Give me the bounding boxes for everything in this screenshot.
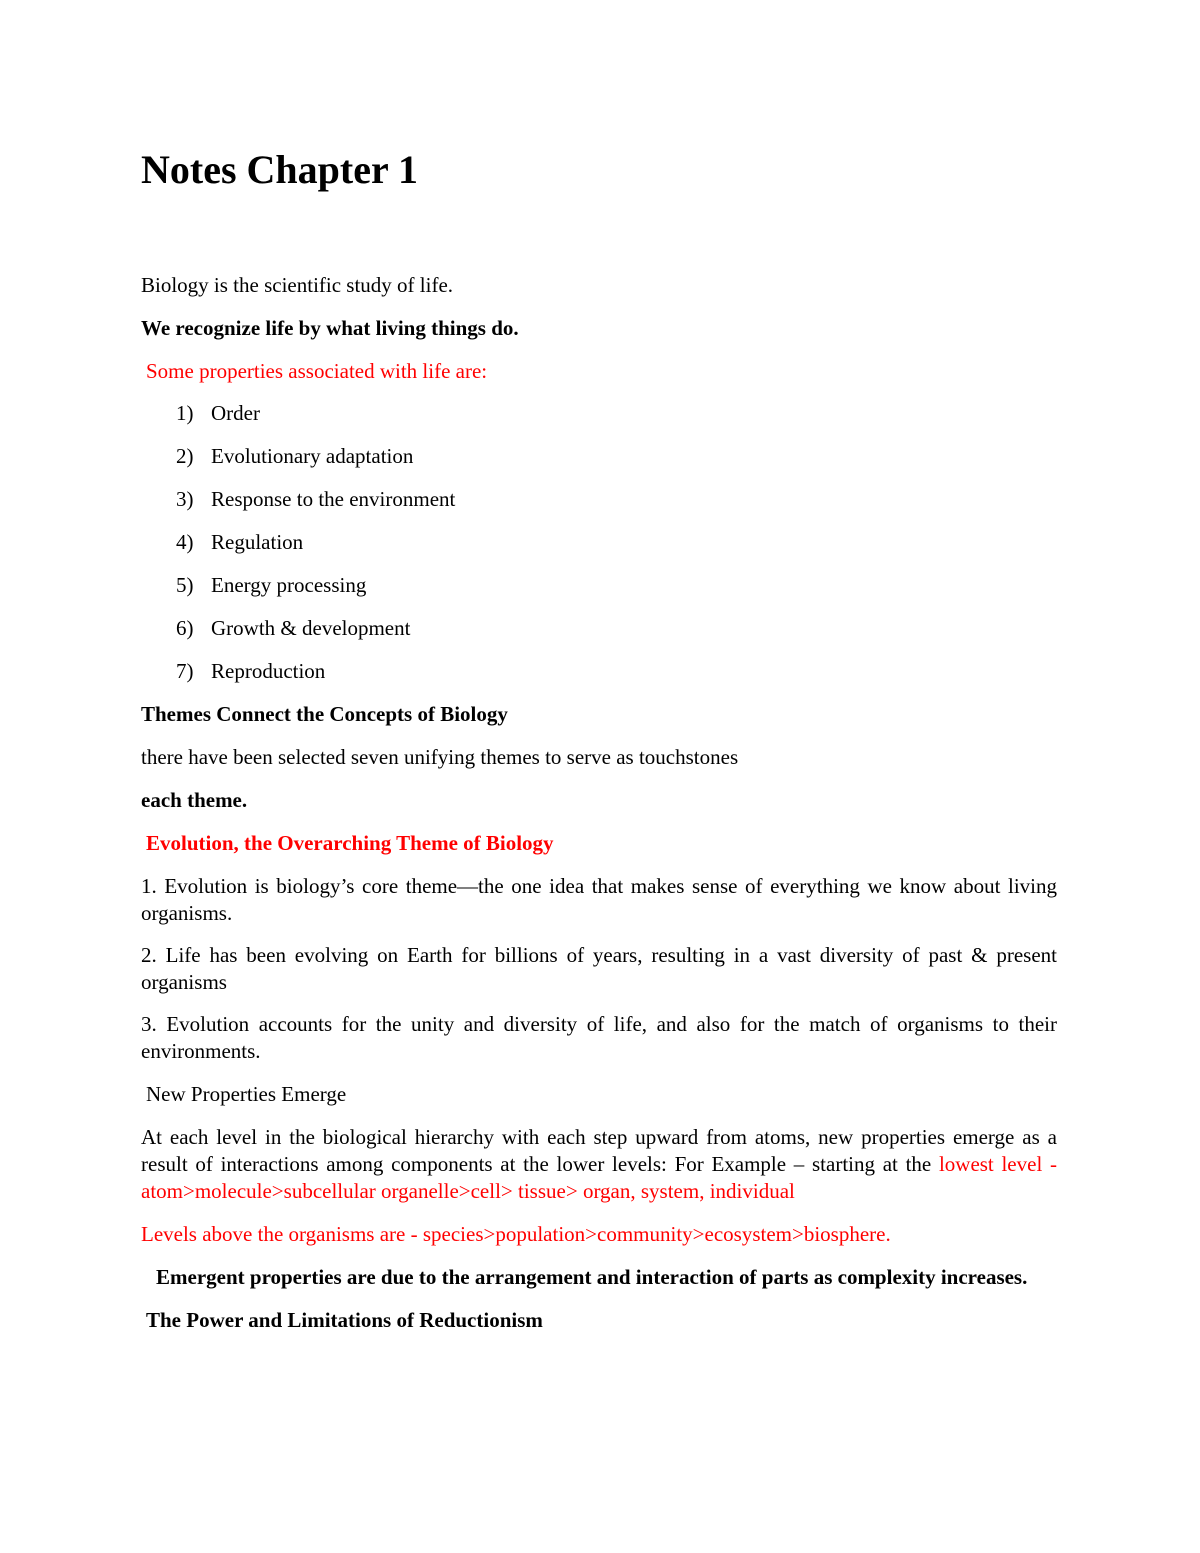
list-item <box>141 400 1057 427</box>
list-item-number: 4) <box>176 530 194 554</box>
properties-list <box>141 400 1057 685</box>
evolution-point-3: 3. Evolution accounts for the unity and diversity of life, and also for the match of organisms to their environments. <box>141 1012 1057 1063</box>
list-item <box>141 486 1057 513</box>
list-item-text: Energy processing <box>211 573 367 597</box>
intro-text: Biology is the scientific study of life. <box>141 273 454 297</box>
list-item-text: Reproduction <box>211 659 326 683</box>
evolution-point-1: 1. Evolution is biology’s core theme—the one idea that makes sense of everything we know about living organisms. <box>141 874 1057 925</box>
hierarchy-levels: lowest level - atom>molecule>subcellular organelle>cell> tissue> organ, system, individual <box>141 1152 1057 1203</box>
hierarchy-text: At each level in the biological hierarchy with each step upward from atoms, new properties emerge as a result of interactions among components at the lower levels: For Example – starting at the <box>141 1125 1057 1176</box>
reductionism-heading: The Power and Limitations of Reductionism <box>146 1308 543 1332</box>
page-title: Notes Chapter 1 <box>141 147 419 192</box>
evolution-point-2: 2. Life has been evolving on Earth for billions of years, resulting in a vast diversity of past & present organisms <box>141 943 1057 994</box>
list-item <box>141 615 1057 642</box>
new-properties-heading: New Properties Emerge <box>146 1082 347 1106</box>
document-content <box>141 140 1057 1334</box>
list-item-number: 1) <box>176 401 194 425</box>
list-item-number: 5) <box>176 573 194 597</box>
list-item-number: 3) <box>176 487 194 511</box>
list-item-number: 6) <box>176 616 194 640</box>
properties-heading: Some properties associated with life are: <box>146 359 488 383</box>
themes-text: there have been selected seven unifying themes to serve as touchstones <box>141 745 739 769</box>
each-theme-text: each theme. <box>141 788 248 812</box>
list-item-text: Growth & development <box>211 616 411 640</box>
list-item <box>141 572 1057 599</box>
list-item-text: Evolutionary adaptation <box>211 444 414 468</box>
recognize-text: We recognize life by what living things do. <box>141 316 519 340</box>
evolution-heading: Evolution, the Overarching Theme of Biology <box>146 831 554 855</box>
list-item-text: Response to the environment <box>211 487 456 511</box>
list-item-number: 7) <box>176 659 194 683</box>
list-item-text: Order <box>211 401 260 425</box>
list-item-number: 2) <box>176 444 194 468</box>
list-item <box>141 658 1057 685</box>
themes-heading: Themes Connect the Concepts of Biology <box>141 702 508 726</box>
emergent-text: Emergent properties are due to the arrangement and interaction of parts as complexity increases. <box>156 1265 1028 1289</box>
list-item <box>141 443 1057 470</box>
levels-above-text: Levels above the organisms are - species>population>community>ecosystem>biosphere. <box>141 1222 891 1246</box>
list-item-text: Regulation <box>211 530 304 554</box>
hierarchy-paragraph <box>141 1124 1057 1205</box>
list-item <box>141 529 1057 556</box>
